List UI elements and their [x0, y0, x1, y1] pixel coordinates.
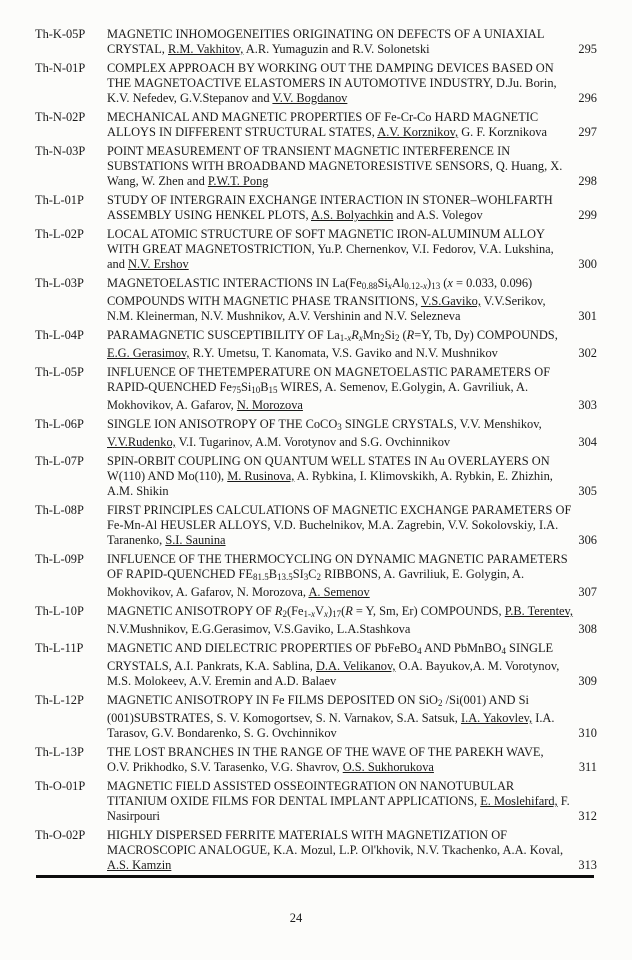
entry-code: Th-K-05P — [35, 27, 86, 41]
entry-title-line: MAGNETIC INHOMOGENEITIES ORIGINATING ON DEFECTS OF A UNIAXIAL — [107, 27, 545, 41]
entry-title — [107, 641, 560, 689]
entry-title-line: Fe-Mn-Al HEUSLER ALLOYS, V.D. Buchelnikov, M.A. Zagrebin, V.V. Sokolovskiy, I.A. — [107, 518, 559, 532]
footer-rule — [36, 875, 594, 878]
program-entry-row — [35, 61, 597, 106]
entry-code: Th-L-03P — [35, 276, 84, 290]
entry-title-line: TITANIUM OXIDE FILMS FOR DENTAL IMPLANT APPLICATIONS, E. Moslehifard, F. — [107, 794, 570, 808]
entry-title-line: SUBSTATIONS WITH BROADBAND MAGNETORESISTIVE SENSORS, Q. Huang, X. — [107, 159, 563, 173]
entry-title-line: V.V.Rudenko, V.I. Tugarinov, A.M. Vorotynov and S.G. Ovchinnikov — [107, 435, 451, 449]
program-entry-row — [35, 144, 597, 189]
entry-title-line: THE MAGNETOACTIVE ELASTOMERS IN AUTOMOTIVE INDUSTRY, D.Ju. Borin, — [107, 76, 557, 90]
program-entry-row — [35, 828, 597, 873]
entry-title-line: FIRST PRINCIPLES CALCULATIONS OF MAGNETIC EXCHANGE PARAMETERS OF — [107, 503, 572, 517]
entry-title — [107, 745, 555, 775]
entry-title-line: RAPID-QUENCHED $Fe_{75}Si_{10}B_{15}$ WIRES, A. Semenov, E.Golygin, A. Gavriliuk, A. — [107, 380, 529, 395]
entry-title-line: OF RAPID-QUENCHED $FE_{81.5}B_{13.5}SI_3C_2$ RIBBONS, A. Gavriliuk, E. Golygin, A. — [107, 567, 525, 582]
entry-title — [107, 193, 555, 223]
program-entry-row — [35, 27, 597, 57]
entry-title — [107, 27, 555, 57]
program-entry-row — [35, 693, 597, 741]
entry-title-line: Taranenko, S.I. Saunina — [107, 533, 226, 547]
entry-title-line: MAGNETOELASTIC INTERACTIONS IN $La(Fe_{0.88}SixAl_{0.12-}x)_{13}$ (x = 0.033, 0.096) — [107, 276, 533, 291]
entry-title — [107, 417, 555, 450]
entry-code: Th-L-01P — [35, 193, 84, 207]
entry-title — [107, 503, 572, 548]
entry-title-line: INFLUENCE OF THE THERMOCYCLING ON DYNAMIC MAGNETIC PARAMETERS — [107, 552, 568, 566]
entry-title-line: Tarasov, G.V. Bondarenko, S. G. Ovchinnikov — [107, 726, 337, 740]
entry-code: Th-L-05P — [35, 365, 84, 379]
entry-title-line: HIGHLY DISPERSED FERRITE MATERIALS WITH MAGNETIZATION OF — [107, 828, 508, 842]
entry-page-number: 310 — [578, 726, 597, 740]
entry-title-line: MACROSCOPIC ANALOGUE, K.A. Mozul, L.P. Ol'khovik, N.V. Tkachenko, A.A. Koval, — [107, 843, 564, 857]
program-entry-row — [35, 328, 597, 361]
entry-code: Th-N-02P — [35, 110, 86, 124]
program-entry-row — [35, 365, 597, 413]
entry-title-line: CRYSTAL, R.M. Vakhitov, A.R. Yumaguzin and R.V. Solonetski — [107, 42, 430, 56]
entry-title-line: COMPLEX APPROACH BY WORKING OUT THE DAMPING DEVICES BASED ON — [107, 61, 554, 75]
program-entry-row — [35, 227, 597, 272]
entry-page-number: 297 — [578, 125, 597, 139]
entry-page-number: 306 — [578, 533, 597, 547]
entry-title-line: STUDY OF INTERGRAIN EXCHANGE INTERACTION IN STONER–WOHLFARTH — [107, 193, 553, 207]
program-entry-row — [35, 193, 597, 223]
entry-title-line: O.V. Prikhodko, S.V. Tarasenko, V.G. Shavrov, O.S. Sukhorukova — [107, 760, 434, 774]
entry-page-number: 301 — [578, 309, 597, 323]
entry-code: Th-L-10P — [35, 604, 84, 618]
entry-code: Th-L-06P — [35, 417, 84, 431]
entry-title — [107, 365, 555, 413]
entry-code: Th-L-02P — [35, 227, 84, 241]
entry-title-line: PARAMAGNETIC SUSCEPTIBILITY OF $La_{1-}xRxMn_2Si_2$ (R=Y, Tb, Dy) COMPOUNDS, — [107, 328, 558, 343]
entry-page-number: 296 — [578, 91, 597, 105]
entry-title-line: K.V. Nefedev, G.V.Stepanov and V.V. Bogdanov — [107, 91, 348, 105]
entry-title-line: and N.V. Ershov — [107, 257, 189, 271]
entry-code: Th-N-03P — [35, 144, 86, 158]
entry-page-number: 302 — [578, 346, 597, 360]
entry-title — [107, 828, 564, 873]
footer-page-number: 24 — [289, 911, 303, 925]
entry-title-line: MAGNETIC ANISOTROPY OF $R_2(Fe_{1-}xVx)_{17}(R = Y$, Sm, Er) COMPOUNDS, P.B. Terentev, — [107, 604, 574, 619]
entry-title-line: INFLUENCE OF THETEMPERATURE ON MAGNETOELASTIC PARAMETERS OF — [107, 365, 551, 379]
entry-title-line: Mokhovikov, A. Gafarov, N. Morozova — [107, 398, 303, 412]
entry-title-line: SPIN-ORBIT COUPLING ON QUANTUM WELL STATES IN Au OVERLAYERS ON — [107, 454, 550, 468]
entry-title-line: SINGLE ION ANISOTROPY OF THE CoCO$_3$ SINGLE CRYSTALS, V.V. Menshikov, — [107, 417, 542, 432]
entry-code: Th-L-08P — [35, 503, 84, 517]
entry-title-line: LOCAL ATOMIC STRUCTURE OF SOFT MAGNETIC IRON-ALUMINUM ALLOY — [107, 227, 545, 241]
entry-title-line: Wang, W. Zhen and P.W.T. Pong — [107, 174, 269, 188]
program-entry-row — [35, 779, 597, 824]
entry-code: Th-L-11P — [35, 641, 84, 655]
entry-page-number: 311 — [578, 760, 597, 774]
entry-page-number: 299 — [578, 208, 597, 222]
entry-code: Th-L-07P — [35, 454, 84, 468]
entry-title-line: ASSEMBLY USING HENKEL PLOTS, A.S. Bolyachkin and A.S. Volegov — [107, 208, 483, 222]
program-entry-row — [35, 110, 597, 140]
program-entry-row — [35, 454, 597, 499]
program-entry-row — [35, 552, 597, 600]
entry-title-line: MAGNETIC AND DIELECTRIC PROPERTIES OF PbFeBO$_4$ AND PbMnBO$_4$ SINGLE — [107, 641, 554, 656]
entry-title-line: N.M. Kleinerman, N.V. Mushnikov, A.V. Vershinin and N.V. Selezneva — [107, 309, 461, 323]
entry-code: Th-O-01P — [35, 779, 86, 793]
entry-title — [107, 227, 555, 272]
entry-page-number: 304 — [578, 435, 597, 449]
entry-title-line: N.V.Mushnikov, E.G.Gerasimov, V.S.Gaviko, L.A.Stashkova — [107, 622, 411, 636]
entry-title-line: A.M. Shikin — [107, 484, 169, 498]
entry-title-line: M.S. Molokeev, A.V. Eremin and A.D. Balaev — [107, 674, 337, 688]
entry-page-number: 307 — [578, 585, 597, 599]
entry-page-number: 303 — [578, 398, 597, 412]
entry-title-line: MAGNETIC ANISOTROPY IN Fe FILMS DEPOSITED ON SiO$_2$ /Si(001) AND Si — [107, 693, 529, 708]
entry-code: Th-L-09P — [35, 552, 84, 566]
entry-title-line: POINT MEASUREMENT OF TRANSIENT MAGNETIC INTERFERENCE IN — [107, 144, 511, 158]
entry-page-number: 295 — [578, 42, 597, 56]
entry-page-number: 312 — [578, 809, 597, 823]
entry-title-line: CRYSTALS, A.I. Pankrats, K.A. Sablina, D.A. Velikanov, O.A. Bayukov,A. M. Vorotynov, — [107, 659, 560, 673]
entry-title — [107, 328, 558, 361]
entry-title-line: WITH GREAT MAGNETOSTRICTION, Yu.P. Chernenkov, V.I. Fedorov, V.A. Lukshina, — [107, 242, 554, 256]
entry-title — [107, 454, 555, 499]
entry-title-line: THE LOST BRANCHES IN THE RANGE OF THE WAVE OF THE PAREKH WAVE, — [107, 745, 544, 759]
entry-page-number: 298 — [578, 174, 597, 188]
program-entry-row — [35, 604, 597, 637]
entry-page-number: 300 — [578, 257, 597, 271]
entry-title-line: ALLOYS IN DIFFERENT STRUCTURAL STATES, A.V. Korznikov, G. F. Korznikova — [107, 125, 547, 139]
entry-title-line: A.S. Kamzin — [107, 858, 172, 872]
entry-code: Th-L-04P — [35, 328, 84, 342]
entry-title — [107, 276, 555, 324]
entry-title-line: MAGNETIC FIELD ASSISTED OSSEOINTEGRATION ON NANOTUBULAR — [107, 779, 515, 793]
entry-title — [107, 779, 570, 824]
entry-title-line: W(110) AND Mo(110), M. Rusinova, A. Rybkina, I. Klimovskikh, A. Rybkin, E. Zhizhin, — [107, 469, 553, 483]
program-entry-row — [35, 276, 597, 324]
entry-code: Th-O-02P — [35, 828, 86, 842]
entry-code: Th-N-01P — [35, 61, 86, 75]
entry-title-line: Mokhovikov, A. Gafarov, N. Morozova, A. Semenov — [107, 585, 370, 599]
entry-title — [107, 604, 574, 637]
entry-page-number: 309 — [578, 674, 597, 688]
program-entry-row — [35, 417, 597, 450]
entry-title-line: MECHANICAL AND MAGNETIC PROPERTIES OF Fe-Cr-Co HARD MAGNETIC — [107, 110, 539, 124]
program-entry-row — [35, 641, 597, 689]
entry-title-line: COMPOUNDS WITH MAGNETIC PHASE TRANSITIONS, V.S.Gaviko, V.V.Serikov, — [107, 294, 546, 308]
entry-code: Th-L-13P — [35, 745, 84, 759]
entry-title-line: Nasirpouri — [107, 809, 160, 823]
entry-page-number: 308 — [578, 622, 597, 636]
entry-title — [107, 144, 563, 189]
program-entries-list — [35, 27, 597, 877]
program-entry-row — [35, 503, 597, 548]
entry-title — [107, 552, 568, 600]
entry-page-number: 313 — [578, 858, 597, 872]
entry-title-line: (001)SUBSTRATES, S. V. Komogortsev, S. N. Varnakov, S.A. Satsuk, I.A. Yakovlev, I.A. — [107, 711, 555, 725]
entry-title — [107, 110, 555, 140]
entry-title-line: E.G. Gerasimov, R.Y. Umetsu, T. Kanomata, V.S. Gaviko and N.V. Mushnikov — [107, 346, 498, 360]
entry-title — [107, 693, 555, 741]
entry-title — [107, 61, 555, 106]
entry-page-number: 305 — [578, 484, 597, 498]
program-entry-row — [35, 745, 597, 775]
entry-code: Th-L-12P — [35, 693, 84, 707]
